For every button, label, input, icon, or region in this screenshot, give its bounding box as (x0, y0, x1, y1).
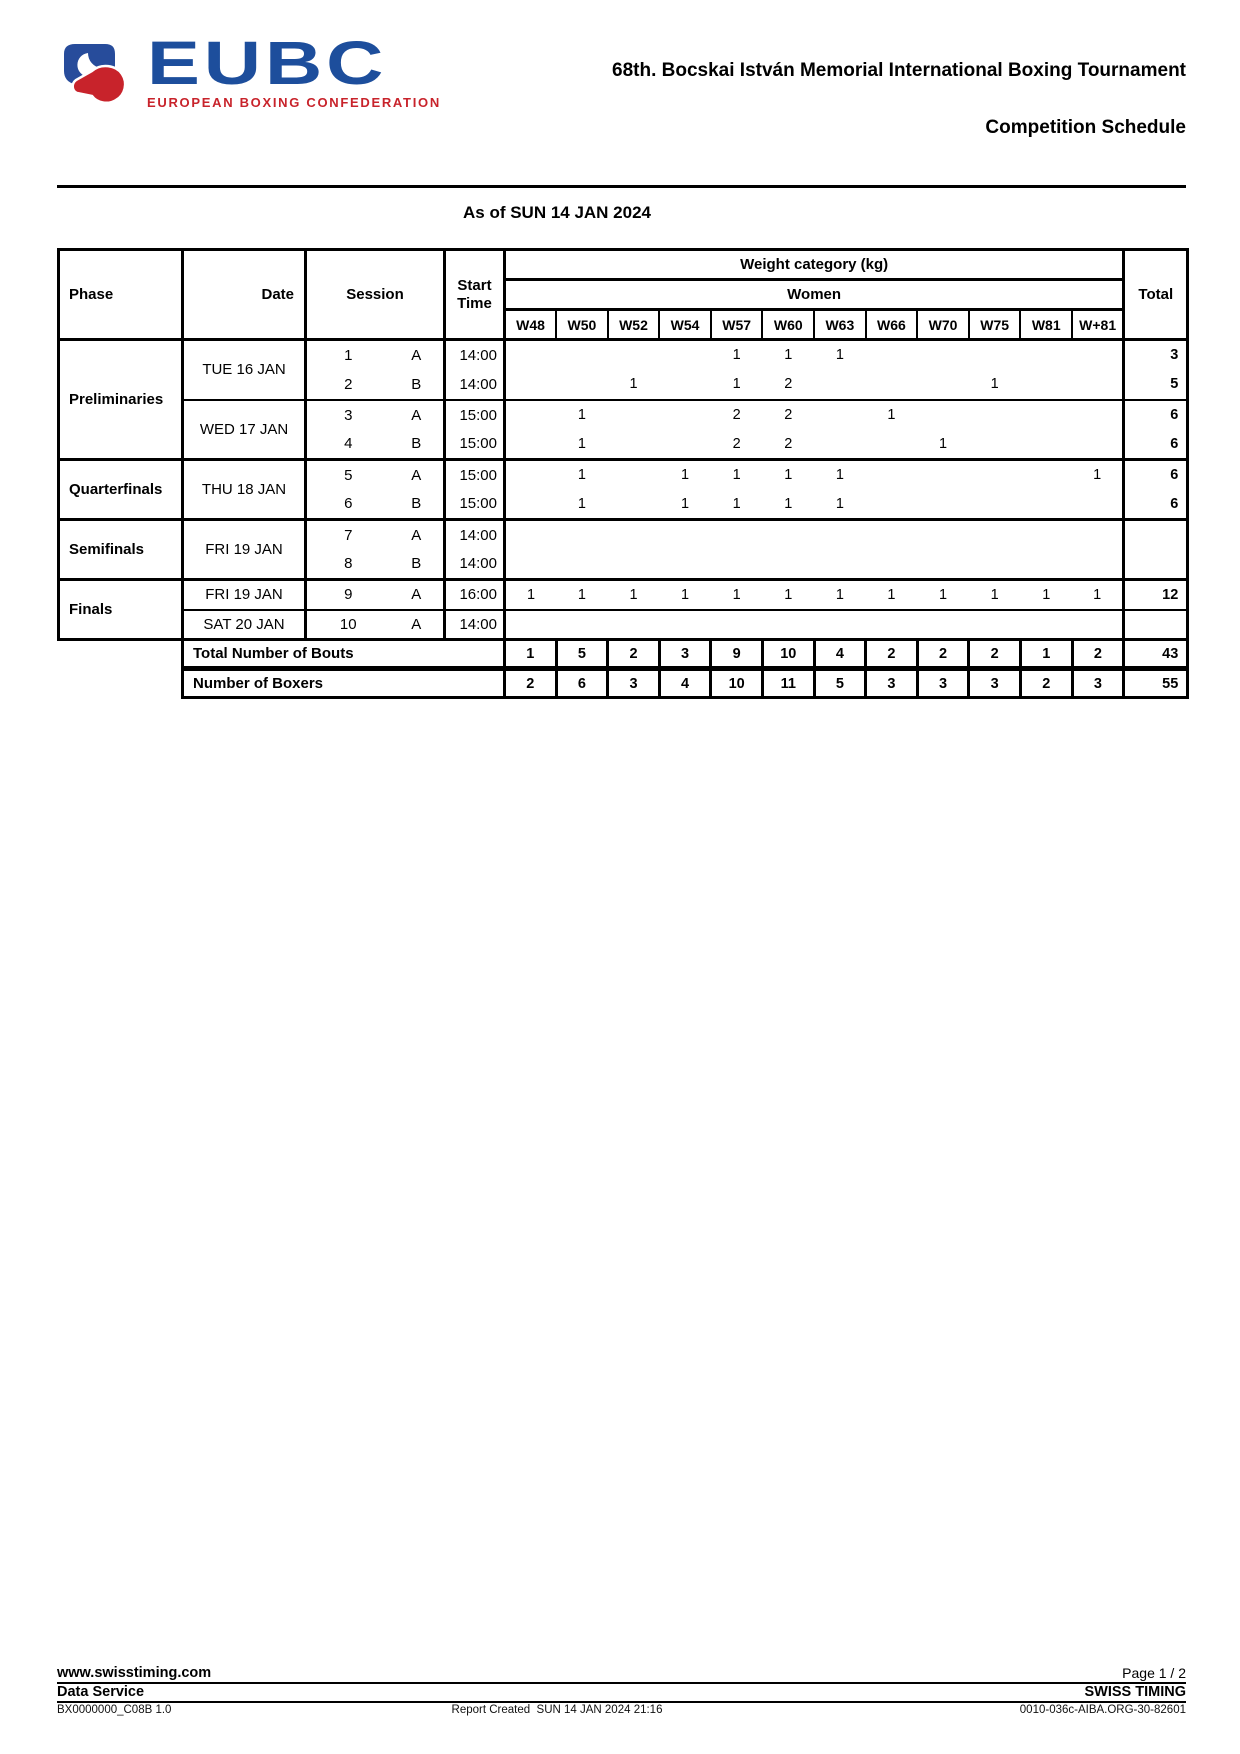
bout-count-cell (711, 550, 763, 580)
bout-count-cell: 1 (577, 435, 586, 452)
weight-header: W+81 (1072, 310, 1124, 340)
column-header-total: Total (1124, 250, 1188, 340)
session-number-cell: 8 (344, 555, 353, 573)
session-ring-cell: A (390, 400, 445, 430)
summary-value-cell: 2 (969, 640, 1021, 669)
session-ring-cell: B (390, 550, 445, 580)
bout-count-cell: 1 (835, 347, 844, 364)
summary-value-cell: 3 (866, 669, 918, 698)
bout-count-cell (866, 430, 918, 460)
footer-website: www.swisstiming.com (57, 1665, 212, 1681)
summary-label-cell: Number of Boxers (183, 669, 505, 698)
bout-count-cell (866, 520, 918, 550)
session-row (59, 340, 1188, 370)
session-row (59, 610, 1188, 640)
summary-row (59, 640, 1188, 669)
as-of-date: As of SUN 14 JAN 2024 (462, 203, 652, 222)
bout-count-cell: 1 (1020, 580, 1072, 610)
bout-count-cell: 1 (732, 376, 741, 392)
bout-count-cell (917, 370, 969, 400)
bout-count-cell: 1 (969, 580, 1021, 610)
column-header-date: Date (183, 250, 306, 340)
weight-header: W54 (659, 310, 711, 340)
bout-count-cell (969, 460, 1021, 490)
phase-cell: Quarterfinals (59, 460, 183, 520)
date-cell: SAT 20 JAN (183, 610, 306, 640)
footer-report-created: Report Created SUN 14 JAN 2024 21:16 (451, 1704, 663, 1716)
column-header-phase: Phase (59, 250, 183, 340)
bout-count-cell: 1 (784, 495, 793, 512)
row-total-cell: 6 (1124, 460, 1188, 490)
weight-header: W70 (917, 310, 969, 340)
bout-count-cell: 1 (556, 460, 608, 490)
bout-count-cell: 1 (814, 460, 866, 490)
bout-count-cell (505, 460, 557, 490)
bout-count-cell (1020, 460, 1072, 490)
bout-count-cell: 1 (784, 347, 793, 364)
summary-label-cell: Total Number of Bouts (183, 640, 505, 669)
bout-count-cell (1020, 400, 1072, 430)
bout-count-cell (1072, 610, 1124, 640)
bout-count-cell (556, 550, 608, 580)
bout-count-cell (659, 520, 711, 550)
bout-count-cell (659, 400, 711, 430)
bout-count-cell (608, 430, 660, 460)
bout-count-cell (969, 340, 1021, 370)
bout-count-cell: 1 (732, 347, 741, 364)
session-row (59, 400, 1188, 430)
bout-count-cell (556, 370, 608, 400)
session-ring-cell: A (390, 610, 445, 640)
bout-count-cell: 1 (814, 580, 866, 610)
bout-count-cell (866, 370, 918, 400)
column-header-weight-category: Weight category (kg) (505, 250, 1124, 280)
bout-count-cell (814, 430, 866, 460)
bout-count-cell (969, 490, 1021, 520)
weight-header: W50 (556, 310, 608, 340)
bout-count-cell: 1 (659, 460, 711, 490)
summary-value-cell: 1 (505, 640, 557, 669)
bout-count-cell: 1 (1072, 580, 1124, 610)
date-cell: THU 18 JAN (183, 460, 306, 520)
bout-count-cell (814, 400, 866, 430)
weight-header: W52 (608, 310, 660, 340)
session-row (59, 460, 1188, 490)
phase-cell: Preliminaries (59, 340, 183, 460)
session-ring-cell: A (390, 580, 445, 610)
summary-value-cell: 3 (969, 669, 1021, 698)
bout-count-cell (1072, 340, 1124, 370)
column-header-start-time: Start Time (445, 250, 505, 340)
row-total-cell: 12 (1124, 580, 1188, 610)
row-total-cell (1124, 520, 1188, 550)
row-total-cell: 3 (1124, 340, 1188, 370)
bout-count-cell (608, 550, 660, 580)
bout-count-cell: 1 (732, 495, 741, 512)
summary-value-cell: 2 (917, 640, 969, 669)
bout-count-cell (1020, 430, 1072, 460)
bout-count-cell: 1 (556, 400, 608, 430)
bout-count-cell (659, 610, 711, 640)
report-name: Competition Schedule (985, 117, 1186, 138)
summary-value-cell: 5 (556, 640, 608, 669)
footer-provider: SWISS TIMING (1084, 1684, 1186, 1700)
summary-value-cell: 10 (762, 640, 814, 669)
bout-count-cell (866, 550, 918, 580)
bout-count-cell (762, 550, 814, 580)
bout-count-cell (969, 550, 1021, 580)
summary-value-cell: 3 (1072, 669, 1124, 698)
session-number-cell: 3 (306, 400, 390, 430)
session-number-cell: 9 (306, 580, 390, 610)
bout-count-cell (711, 520, 763, 550)
row-total-cell: 6 (1124, 400, 1188, 430)
footer-line-1 (57, 1661, 1186, 1684)
bout-count-cell (1072, 520, 1124, 550)
bout-count-cell (1072, 430, 1124, 460)
summary-value-cell: 2 (866, 640, 918, 669)
weight-header: W57 (711, 310, 763, 340)
bout-count-cell: 1 (629, 376, 638, 392)
bout-count-cell (505, 550, 557, 580)
summary-value-cell: 5 (814, 669, 866, 698)
summary-value-cell: 2 (1072, 640, 1124, 669)
bout-count-cell (917, 520, 969, 550)
bout-count-cell (1072, 490, 1124, 520)
summary-value-cell: 2 (1020, 669, 1072, 698)
bout-count-cell (556, 340, 608, 370)
bout-count-cell: 1 (577, 495, 586, 512)
bout-count-cell (866, 610, 918, 640)
bout-count-cell: 1 (711, 460, 763, 490)
start-time-cell: 14:00 (445, 370, 505, 400)
weight-header: W48 (505, 310, 557, 340)
summary-total-cell: 43 (1124, 640, 1188, 669)
eubc-logo-icon (62, 42, 140, 112)
bout-count-cell (659, 370, 711, 400)
start-time-cell: 16:00 (445, 580, 505, 610)
session-number-cell: 4 (344, 435, 353, 453)
bout-count-cell (608, 490, 660, 520)
start-time-cell: 14:00 (445, 610, 505, 640)
summary-value-cell: 3 (659, 640, 711, 669)
bout-count-cell (556, 610, 608, 640)
bout-count-cell (917, 550, 969, 580)
start-time-cell: 15:00 (445, 400, 505, 430)
bout-count-cell (505, 610, 557, 640)
weight-header: W75 (969, 310, 1021, 340)
summary-ghost-cell (59, 640, 183, 669)
start-time-cell: 14:00 (445, 520, 505, 550)
session-ring-cell: A (390, 460, 445, 490)
bout-count-cell (659, 550, 711, 580)
phase-cell: Finals (59, 580, 183, 640)
bout-count-cell: 1 (711, 580, 763, 610)
bout-count-cell (866, 460, 918, 490)
bout-count-cell (505, 370, 557, 400)
bout-count-cell: 1 (990, 376, 999, 392)
session-row (59, 520, 1188, 550)
bout-count-cell (866, 490, 918, 520)
start-time-cell: 15:00 (445, 460, 505, 490)
bout-count-cell: 1 (1072, 460, 1124, 490)
start-time-cell: 15:00 (445, 430, 505, 460)
session-ring-cell: B (390, 370, 445, 400)
row-total-cell: 6 (1124, 490, 1188, 520)
start-time-cell: 15:00 (445, 490, 505, 520)
row-total-cell: 5 (1124, 370, 1188, 400)
footer-line-3 (57, 1704, 1186, 1718)
session-number-cell: 5 (306, 460, 390, 490)
footer-data-service: Data Service (57, 1684, 145, 1700)
bout-count-cell (505, 340, 557, 370)
start-time-cell: 14:00 (445, 340, 505, 370)
summary-value-cell: 4 (659, 669, 711, 698)
bout-count-cell: 1 (866, 400, 918, 430)
bout-count-cell (814, 520, 866, 550)
weight-header: W60 (762, 310, 814, 340)
eubc-logo-wordmark (147, 29, 441, 110)
bout-count-cell (969, 610, 1021, 640)
summary-total-cell: 55 (1124, 669, 1188, 698)
bout-count-cell (556, 520, 608, 550)
session-row (59, 580, 1188, 610)
bout-count-cell: 1 (917, 580, 969, 610)
date-cell: FRI 19 JAN (183, 520, 306, 580)
eubc-tagline-text: EUROPEAN BOXING CONFEDERATION (147, 95, 441, 110)
bout-count-cell (814, 370, 866, 400)
date-cell: FRI 19 JAN (183, 580, 306, 610)
bout-count-cell (711, 610, 763, 640)
bout-count-cell: 2 (762, 400, 814, 430)
date-cell: TUE 16 JAN (183, 340, 306, 400)
bout-count-cell (505, 430, 557, 460)
eubc-brand-text: EUBC (147, 29, 388, 97)
weight-header: W81 (1020, 310, 1072, 340)
bout-count-cell (814, 550, 866, 580)
bout-count-cell: 2 (711, 400, 763, 430)
summary-value-cell: 1 (1020, 640, 1072, 669)
bout-count-cell (1072, 370, 1124, 400)
bout-count-cell: 1 (659, 580, 711, 610)
header-rule (57, 185, 1186, 188)
summary-value-cell: 2 (505, 669, 557, 698)
bout-count-cell (659, 430, 711, 460)
column-header-session: Session (306, 250, 445, 340)
bout-count-cell (814, 610, 866, 640)
bout-count-cell (917, 340, 969, 370)
footer-line-2 (57, 1683, 1186, 1703)
bout-count-cell: 1 (866, 580, 918, 610)
bout-count-cell (917, 490, 969, 520)
bout-count-cell (659, 340, 711, 370)
bout-count-cell (1072, 550, 1124, 580)
bout-count-cell: 2 (732, 435, 741, 452)
bout-count-cell (969, 430, 1021, 460)
document-title: 68th. Bocskai István Memorial International Boxing Tournament (612, 60, 1186, 81)
summary-value-cell: 6 (556, 669, 608, 698)
bout-count-cell (1020, 610, 1072, 640)
bout-count-cell (917, 400, 969, 430)
row-total-cell (1124, 610, 1188, 640)
row-total-cell (1124, 550, 1188, 580)
bout-count-cell (866, 340, 918, 370)
column-header-gender-group: Women (505, 280, 1124, 310)
start-time-cell: 14:00 (445, 550, 505, 580)
session-number-cell: 7 (306, 520, 390, 550)
bout-count-cell: 1 (608, 580, 660, 610)
bout-count-cell (969, 520, 1021, 550)
bout-count-cell (1072, 400, 1124, 430)
bout-count-cell (505, 490, 557, 520)
footer-ref-code: 0010-036c-AIBA.ORG-30-82601 (1019, 1704, 1186, 1716)
row-total-cell: 6 (1124, 430, 1188, 460)
bout-count-cell (917, 610, 969, 640)
schedule-table-body (59, 340, 1188, 698)
bout-count-cell: 2 (784, 376, 793, 392)
summary-value-cell: 3 (608, 669, 660, 698)
phase-cell: Semifinals (59, 520, 183, 580)
session-number-cell: 2 (344, 375, 353, 393)
summary-value-cell: 9 (711, 640, 763, 669)
bout-count-cell: 1 (505, 580, 557, 610)
date-cell: WED 17 JAN (183, 400, 306, 460)
bout-count-cell (917, 460, 969, 490)
bout-count-cell (1020, 520, 1072, 550)
footer-page-number: Page 1 / 2 (1122, 1665, 1186, 1681)
bout-count-cell (608, 400, 660, 430)
competition-schedule-table (57, 248, 1189, 699)
bout-count-cell: 1 (762, 580, 814, 610)
bout-count-cell (1020, 490, 1072, 520)
bout-count-cell: 1 (681, 495, 690, 512)
session-ring-cell: A (390, 520, 445, 550)
bout-count-cell (1020, 550, 1072, 580)
summary-value-cell: 11 (762, 669, 814, 698)
footer-doc-code: BX0000000_C08B 1.0 (57, 1704, 172, 1716)
summary-value-cell: 2 (608, 640, 660, 669)
bout-count-cell (969, 400, 1021, 430)
bout-count-cell: 1 (835, 495, 844, 512)
summary-value-cell: 4 (814, 640, 866, 669)
weight-header: W63 (814, 310, 866, 340)
summary-ghost-cell (59, 669, 183, 698)
bout-count-cell: 1 (556, 580, 608, 610)
summary-value-cell: 3 (917, 669, 969, 698)
bout-count-cell (762, 520, 814, 550)
session-ring-cell: B (390, 430, 445, 460)
bout-count-cell (608, 460, 660, 490)
session-number-cell: 1 (344, 346, 353, 364)
bout-count-cell (762, 610, 814, 640)
summary-value-cell: 10 (711, 669, 763, 698)
session-ring-cell: A (390, 340, 445, 370)
session-number-cell: 6 (344, 495, 353, 513)
bout-count-cell (505, 520, 557, 550)
bout-count-cell (608, 610, 660, 640)
bout-count-cell (505, 400, 557, 430)
summary-row (59, 669, 1188, 698)
session-ring-cell: B (390, 490, 445, 520)
bout-count-cell: 2 (784, 435, 793, 452)
bout-count-cell (608, 520, 660, 550)
bout-count-cell: 1 (939, 435, 948, 452)
bout-count-cell: 1 (762, 460, 814, 490)
bout-count-cell (1020, 370, 1072, 400)
weight-header: W66 (866, 310, 918, 340)
bout-count-cell (608, 340, 660, 370)
bout-count-cell (1020, 340, 1072, 370)
session-number-cell: 10 (306, 610, 390, 640)
